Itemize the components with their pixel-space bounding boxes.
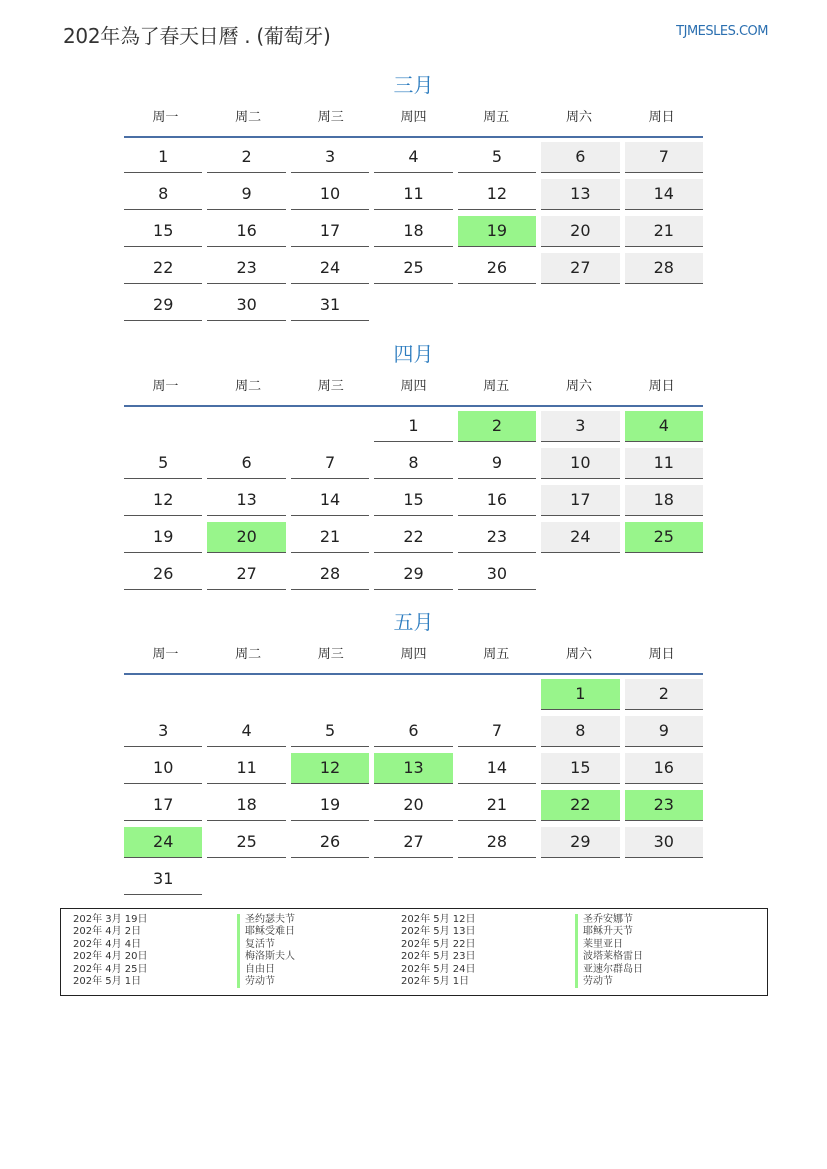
day-cell[interactable]: 4 — [625, 411, 703, 442]
day-cell[interactable]: 22 — [374, 522, 452, 553]
legend-date: 202年 4月 4日 — [73, 938, 142, 950]
day-cell[interactable]: 5 — [458, 142, 536, 173]
legend-holiday-name: 劳动节 — [237, 976, 295, 988]
day-cell[interactable]: 23 — [625, 790, 703, 821]
day-cell[interactable]: 25 — [207, 827, 285, 858]
day-cell[interactable]: 1 — [374, 411, 452, 442]
legend-left-names — [237, 914, 295, 988]
legend-holiday-name: 圣乔安娜节 — [575, 914, 643, 926]
legend-holiday-name: 莱里亚日 — [575, 939, 643, 951]
legend-date: 202年 5月 12日 — [401, 914, 476, 925]
day-cell[interactable]: 3 — [291, 142, 369, 173]
empty-day-cell — [458, 864, 536, 894]
legend-date: 202年 5月 1日 — [73, 975, 142, 987]
weekday-header — [124, 637, 703, 675]
empty-day-cell — [124, 679, 202, 709]
empty-day-cell — [374, 864, 452, 894]
weekday-label: 周二 — [235, 647, 262, 662]
day-cell[interactable]: 14 — [291, 485, 369, 516]
day-cell[interactable]: 22 — [541, 790, 619, 821]
day-cell[interactable]: 11 — [207, 753, 285, 784]
day-cell[interactable]: 24 — [124, 827, 202, 858]
day-cell[interactable]: 21 — [625, 216, 703, 247]
day-cell[interactable]: 30 — [625, 827, 703, 858]
legend-date: 202年 5月 13日 — [401, 926, 476, 938]
legend-right-names — [575, 914, 643, 988]
legend-date: 202年 5月 1日 — [401, 975, 470, 987]
month-calendar — [124, 607, 703, 901]
day-cell[interactable]: 25 — [374, 253, 452, 284]
legend-holiday-name: 劳动节 — [575, 976, 643, 988]
day-cell[interactable]: 27 — [374, 827, 452, 858]
empty-day-cell — [625, 559, 703, 589]
day-cell[interactable]: 6 — [374, 716, 452, 747]
weekday-label: 周三 — [317, 110, 344, 125]
day-cell[interactable]: 10 — [291, 179, 369, 210]
day-cell[interactable]: 5 — [291, 716, 369, 747]
day-cell[interactable]: 14 — [625, 179, 703, 210]
site-link[interactable]: TJMESLES.COM — [676, 24, 768, 39]
day-cell[interactable]: 7 — [458, 716, 536, 747]
day-cell[interactable]: 15 — [124, 216, 202, 247]
day-cell[interactable]: 23 — [207, 253, 285, 284]
legend-date: 202年 4月 20日 — [73, 951, 148, 963]
day-cell[interactable]: 20 — [541, 216, 619, 247]
day-cell[interactable]: 2 — [625, 679, 703, 710]
month-title: 四月 — [393, 342, 434, 366]
empty-day-cell — [207, 864, 285, 894]
day-cell[interactable]: 27 — [207, 559, 285, 590]
day-cell[interactable]: 27 — [541, 253, 619, 284]
empty-day-cell — [541, 864, 619, 894]
empty-day-cell — [291, 679, 369, 709]
weekday-label: 周四 — [400, 647, 427, 662]
day-cell[interactable]: 26 — [124, 559, 202, 590]
day-cell[interactable]: 29 — [541, 827, 619, 858]
day-cell[interactable]: 12 — [124, 485, 202, 516]
day-cell[interactable]: 17 — [124, 790, 202, 821]
weekday-label: 周五 — [483, 110, 510, 125]
legend-date: 202年 4月 2日 — [73, 926, 142, 938]
day-cell[interactable]: 30 — [458, 559, 536, 590]
day-cell[interactable]: 14 — [458, 753, 536, 784]
empty-day-cell — [124, 411, 202, 441]
day-cell[interactable]: 31 — [291, 290, 369, 321]
weekday-header — [124, 100, 703, 138]
day-grid — [124, 679, 703, 901]
day-cell[interactable]: 4 — [207, 716, 285, 747]
empty-day-cell — [458, 290, 536, 320]
day-cell[interactable]: 22 — [124, 253, 202, 284]
legend-holiday-name: 波塔莱格雷日 — [575, 951, 643, 963]
legend-holiday-name: 圣约瑟夫节 — [237, 914, 295, 926]
day-cell[interactable]: 2 — [207, 142, 285, 173]
day-cell[interactable]: 10 — [541, 448, 619, 479]
month-calendar — [124, 339, 703, 596]
weekday-label: 周一 — [152, 110, 179, 125]
day-cell[interactable]: 15 — [374, 485, 452, 516]
day-grid — [124, 411, 703, 596]
day-cell[interactable]: 30 — [207, 290, 285, 321]
empty-day-cell — [207, 411, 285, 441]
weekday-label: 周日 — [648, 379, 675, 394]
day-cell[interactable]: 19 — [291, 790, 369, 821]
weekday-label: 周二 — [235, 379, 262, 394]
day-cell[interactable]: 5 — [124, 448, 202, 479]
day-cell[interactable]: 29 — [374, 559, 452, 590]
legend-holiday-name: 自由日 — [237, 964, 295, 976]
day-cell[interactable]: 31 — [124, 864, 202, 895]
day-cell[interactable]: 13 — [374, 753, 452, 784]
month-title: 五月 — [393, 610, 434, 634]
day-cell[interactable]: 17 — [291, 216, 369, 247]
day-cell[interactable]: 28 — [625, 253, 703, 284]
day-cell[interactable]: 20 — [207, 522, 285, 553]
day-cell[interactable]: 24 — [541, 522, 619, 553]
weekday-header — [124, 369, 703, 407]
weekday-label: 周日 — [648, 647, 675, 662]
day-cell[interactable]: 18 — [207, 790, 285, 821]
empty-day-cell — [291, 411, 369, 441]
weekday-label: 周四 — [400, 110, 427, 125]
day-cell[interactable]: 9 — [458, 448, 536, 479]
day-cell[interactable]: 1 — [124, 142, 202, 173]
month-title: 三月 — [393, 73, 434, 97]
weekday-label: 周六 — [565, 379, 592, 394]
day-cell[interactable]: 16 — [625, 753, 703, 784]
day-cell[interactable]: 16 — [458, 485, 536, 516]
weekday-label: 周五 — [483, 379, 510, 394]
day-cell[interactable]: 18 — [625, 485, 703, 516]
day-cell[interactable]: 20 — [374, 790, 452, 821]
month-calendar — [124, 70, 703, 327]
weekday-label: 周三 — [317, 379, 344, 394]
legend-date: 202年 3月 19日 — [73, 914, 148, 925]
weekday-label: 周三 — [317, 647, 344, 662]
legend-left-dates — [73, 914, 148, 988]
day-cell[interactable]: 12 — [291, 753, 369, 784]
weekday-label: 周一 — [152, 647, 179, 662]
day-cell[interactable]: 8 — [541, 716, 619, 747]
day-cell[interactable]: 19 — [458, 216, 536, 247]
day-cell[interactable]: 21 — [458, 790, 536, 821]
day-cell[interactable]: 12 — [458, 179, 536, 210]
empty-day-cell — [374, 679, 452, 709]
day-cell[interactable]: 4 — [374, 142, 452, 173]
day-cell[interactable]: 6 — [207, 448, 285, 479]
legend-holiday-name: 耶稣受难日 — [237, 926, 295, 938]
holiday-legend — [60, 908, 768, 996]
day-cell[interactable]: 8 — [124, 179, 202, 210]
day-cell[interactable]: 8 — [374, 448, 452, 479]
day-cell[interactable]: 17 — [541, 485, 619, 516]
day-cell[interactable]: 26 — [291, 827, 369, 858]
day-cell[interactable]: 9 — [207, 179, 285, 210]
day-cell[interactable]: 11 — [625, 448, 703, 479]
legend-holiday-name: 耶稣升天节 — [575, 926, 643, 938]
day-cell[interactable]: 9 — [625, 716, 703, 747]
weekday-label: 周一 — [152, 379, 179, 394]
day-cell[interactable]: 25 — [625, 522, 703, 553]
day-cell[interactable]: 7 — [291, 448, 369, 479]
day-cell[interactable]: 13 — [207, 485, 285, 516]
empty-day-cell — [541, 559, 619, 589]
day-cell[interactable]: 19 — [124, 522, 202, 553]
day-grid — [124, 142, 703, 327]
page-title: 202年為了春天日曆 . (葡萄牙) — [63, 24, 331, 48]
weekday-label: 周二 — [235, 110, 262, 125]
weekday-label: 周日 — [648, 110, 675, 125]
day-cell[interactable]: 10 — [124, 753, 202, 784]
day-cell[interactable]: 23 — [458, 522, 536, 553]
weekday-label: 周六 — [565, 110, 592, 125]
day-cell[interactable]: 16 — [207, 216, 285, 247]
day-cell[interactable]: 29 — [124, 290, 202, 321]
day-cell[interactable]: 28 — [291, 559, 369, 590]
day-cell[interactable]: 6 — [541, 142, 619, 173]
day-cell[interactable]: 15 — [541, 753, 619, 784]
legend-date: 202年 5月 24日 — [401, 963, 476, 975]
legend-date: 202年 5月 22日 — [401, 938, 476, 950]
empty-day-cell — [458, 679, 536, 709]
legend-holiday-name: 亚速尔群岛日 — [575, 964, 643, 976]
day-cell[interactable]: 28 — [458, 827, 536, 858]
day-cell[interactable]: 13 — [541, 179, 619, 210]
empty-day-cell — [291, 864, 369, 894]
weekday-label: 周四 — [400, 379, 427, 394]
day-cell[interactable]: 2 — [458, 411, 536, 442]
empty-day-cell — [625, 290, 703, 320]
empty-day-cell — [207, 679, 285, 709]
day-cell[interactable]: 1 — [541, 679, 619, 710]
day-cell[interactable]: 3 — [124, 716, 202, 747]
empty-day-cell — [625, 864, 703, 894]
legend-holiday-name: 梅洛斯夫人 — [237, 951, 295, 963]
legend-date: 202年 5月 23日 — [401, 951, 476, 963]
day-cell[interactable]: 21 — [291, 522, 369, 553]
day-cell[interactable]: 11 — [374, 179, 452, 210]
weekday-label: 周六 — [565, 647, 592, 662]
legend-date: 202年 4月 25日 — [73, 963, 148, 975]
day-cell[interactable]: 26 — [458, 253, 536, 284]
day-cell[interactable]: 7 — [625, 142, 703, 173]
weekday-label: 周五 — [483, 647, 510, 662]
day-cell[interactable]: 24 — [291, 253, 369, 284]
legend-holiday-name: 复活节 — [237, 939, 295, 951]
day-cell[interactable]: 18 — [374, 216, 452, 247]
legend-right-dates — [401, 914, 476, 988]
empty-day-cell — [541, 290, 619, 320]
day-cell[interactable]: 3 — [541, 411, 619, 442]
empty-day-cell — [374, 290, 452, 320]
